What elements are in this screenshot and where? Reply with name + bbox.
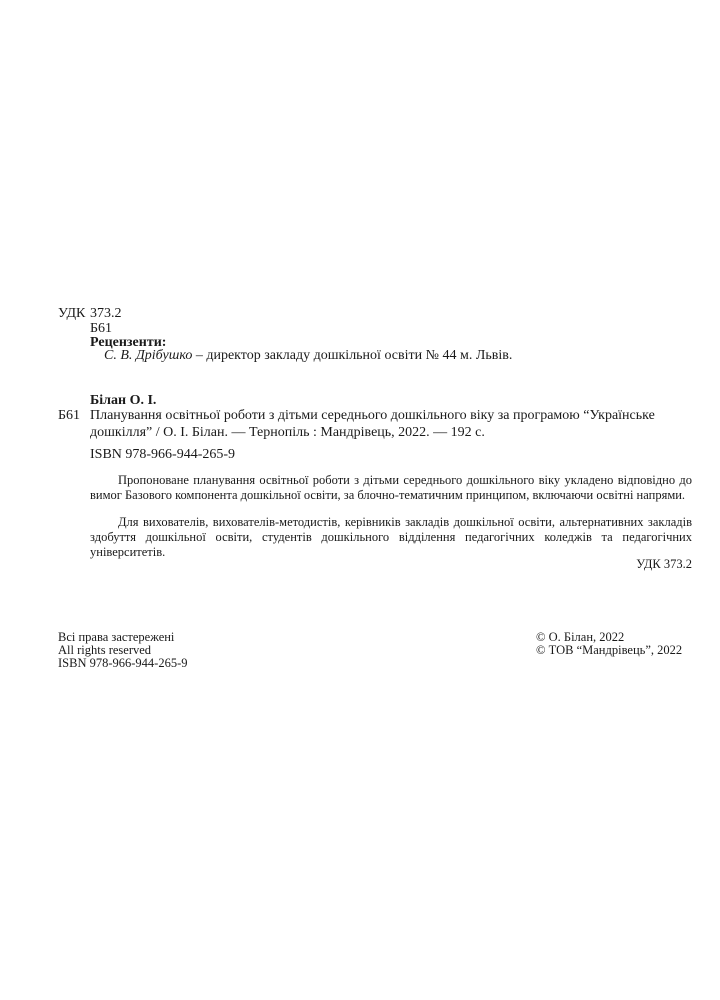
copyright-publisher: © ТОВ “Мандрівець”, 2022 <box>536 643 683 657</box>
rights-reserved-en: All rights reserved <box>58 643 152 657</box>
copyright-author: © О. Білан, 2022 <box>536 630 625 644</box>
isbn-entry: ISBN 978-966-944-265-9 <box>90 447 236 462</box>
class-code-entry: Б61 <box>58 408 81 423</box>
reviewer-name: С. В. Дрібушко <box>104 348 193 363</box>
annotation-paragraph-2: Для вихователів, вихователів-методистів, керівників закладів дошкільної освіти, альтернативних закладів здобуття дошкільної освіти, студентів дошкільного відділення педагогічних коледжів та педагогічних університетів. <box>90 515 692 559</box>
udk-code: 373.2 <box>90 306 122 321</box>
bibliographic-title-line-2: дошкілля” / О. І. Білан. — Тернопіль : Мандрівець, 2022. — 192 с. <box>90 425 485 440</box>
author-heading: Білан О. І. <box>90 393 157 408</box>
reviewer-line <box>104 347 512 364</box>
isbn-footer: ISBN 978-966-944-265-9 <box>58 656 188 670</box>
annotation-paragraph-1: Пропоноване планування освітньої роботи з дітьми середнього дошкільного віку укладено відповідно до вимог Базового компонента дошкільної освіти, за блочно-тематичним принципом, включаючи освітні напрями. <box>90 473 692 502</box>
reviewer-role: – директор закладу дошкільної освіти № 44 м. Львів. <box>192 348 513 363</box>
bibliographic-title-line-1: Планування освітньої роботи з дітьми середнього дошкільного віку за програмою “Українське <box>90 408 655 423</box>
rights-reserved-ua: Всі права застережені <box>58 630 175 644</box>
udk-annotation: УДК 373.2 <box>636 557 692 571</box>
class-code: Б61 <box>90 321 113 336</box>
reviewers-label: Рецензенти: <box>90 335 167 350</box>
udk-label: УДК <box>58 306 86 321</box>
